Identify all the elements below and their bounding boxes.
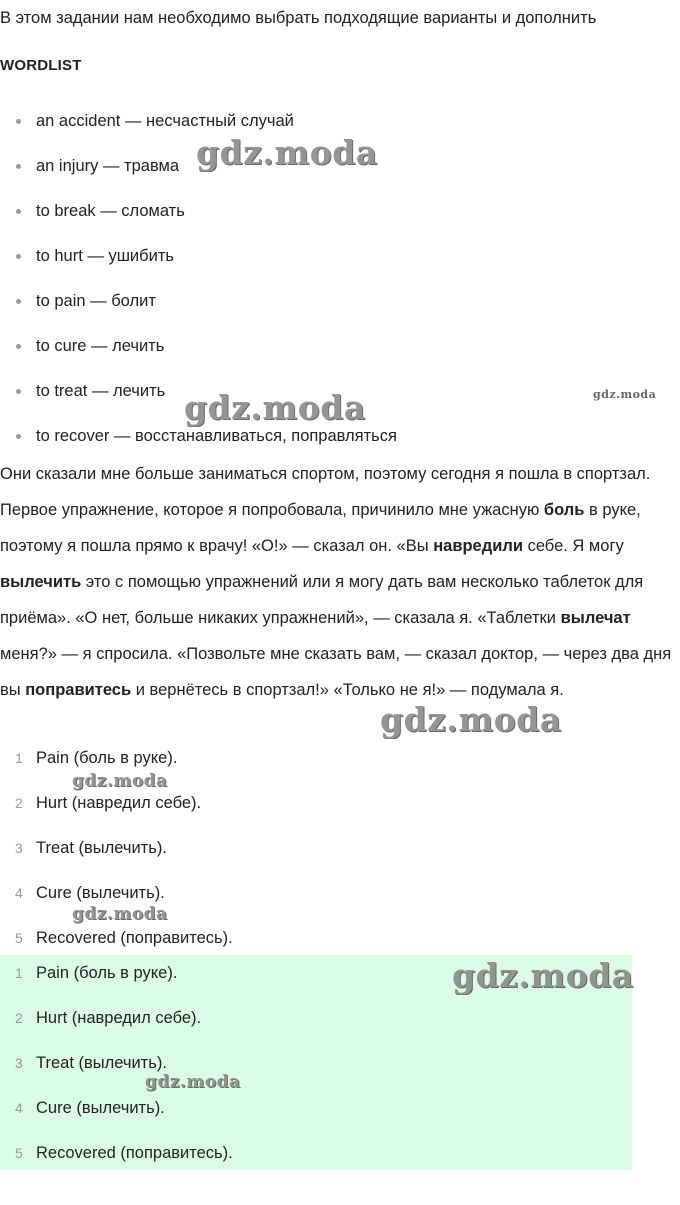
bullet-icon [16,299,21,304]
bullet-icon [16,344,21,349]
bullet-icon [16,254,21,259]
wordlist-heading: WORDLIST [0,57,82,74]
bullet-icon [16,164,21,169]
watermark-logo: gdz.moda [72,904,168,924]
bullet-icon [16,434,21,439]
bullet-icon [16,119,21,124]
answer-word-treat: вылечить [0,573,82,591]
story-paragraph: Они сказали мне больше заниматься спортом, поэтому сегодня я пошла в спортзал. Первое упражнение, которое я попробовала, причинило мне ужасную боль в руке, поэтому я пошла прямо к врачу! «О!» — сказал он. «Вы навредили себе. Я могу вылечить это с помощью упражнений или я могу дать вам несколько таблеток для приёма». «О нет, больше никаких упражнений», — сказала я. «Таблетки вылечат меня?» — я спросила. «Позвольте мне сказать вам, — сказал доктор, — через два дня вы поправитесь и вернётесь в спортзал!» «Только не я!» — подумала я. [0,465,672,699]
watermark-logo: gdz.moda [452,956,634,995]
watermark-logo: gdz.moda [72,771,168,791]
bullet-icon [16,209,21,214]
watermark-logo: gdz.moda [593,388,657,401]
answer-word-cure: вылечат [560,609,631,627]
watermark-logo: gdz.moda [145,1072,241,1092]
intro-text: В этом задании нам необходимо выбрать подходящие варианты и дополнить [0,9,597,27]
bullet-icon [16,389,21,394]
watermark-logo: gdz.moda [380,700,562,739]
watermark-logo: gdz.moda [184,388,366,427]
answer-word-pain: боль [543,501,585,519]
answer-word-recover: поправитесь [25,681,132,699]
watermark-logo: gdz.moda [196,133,378,172]
answer-word-hurt: навредили [433,537,523,555]
